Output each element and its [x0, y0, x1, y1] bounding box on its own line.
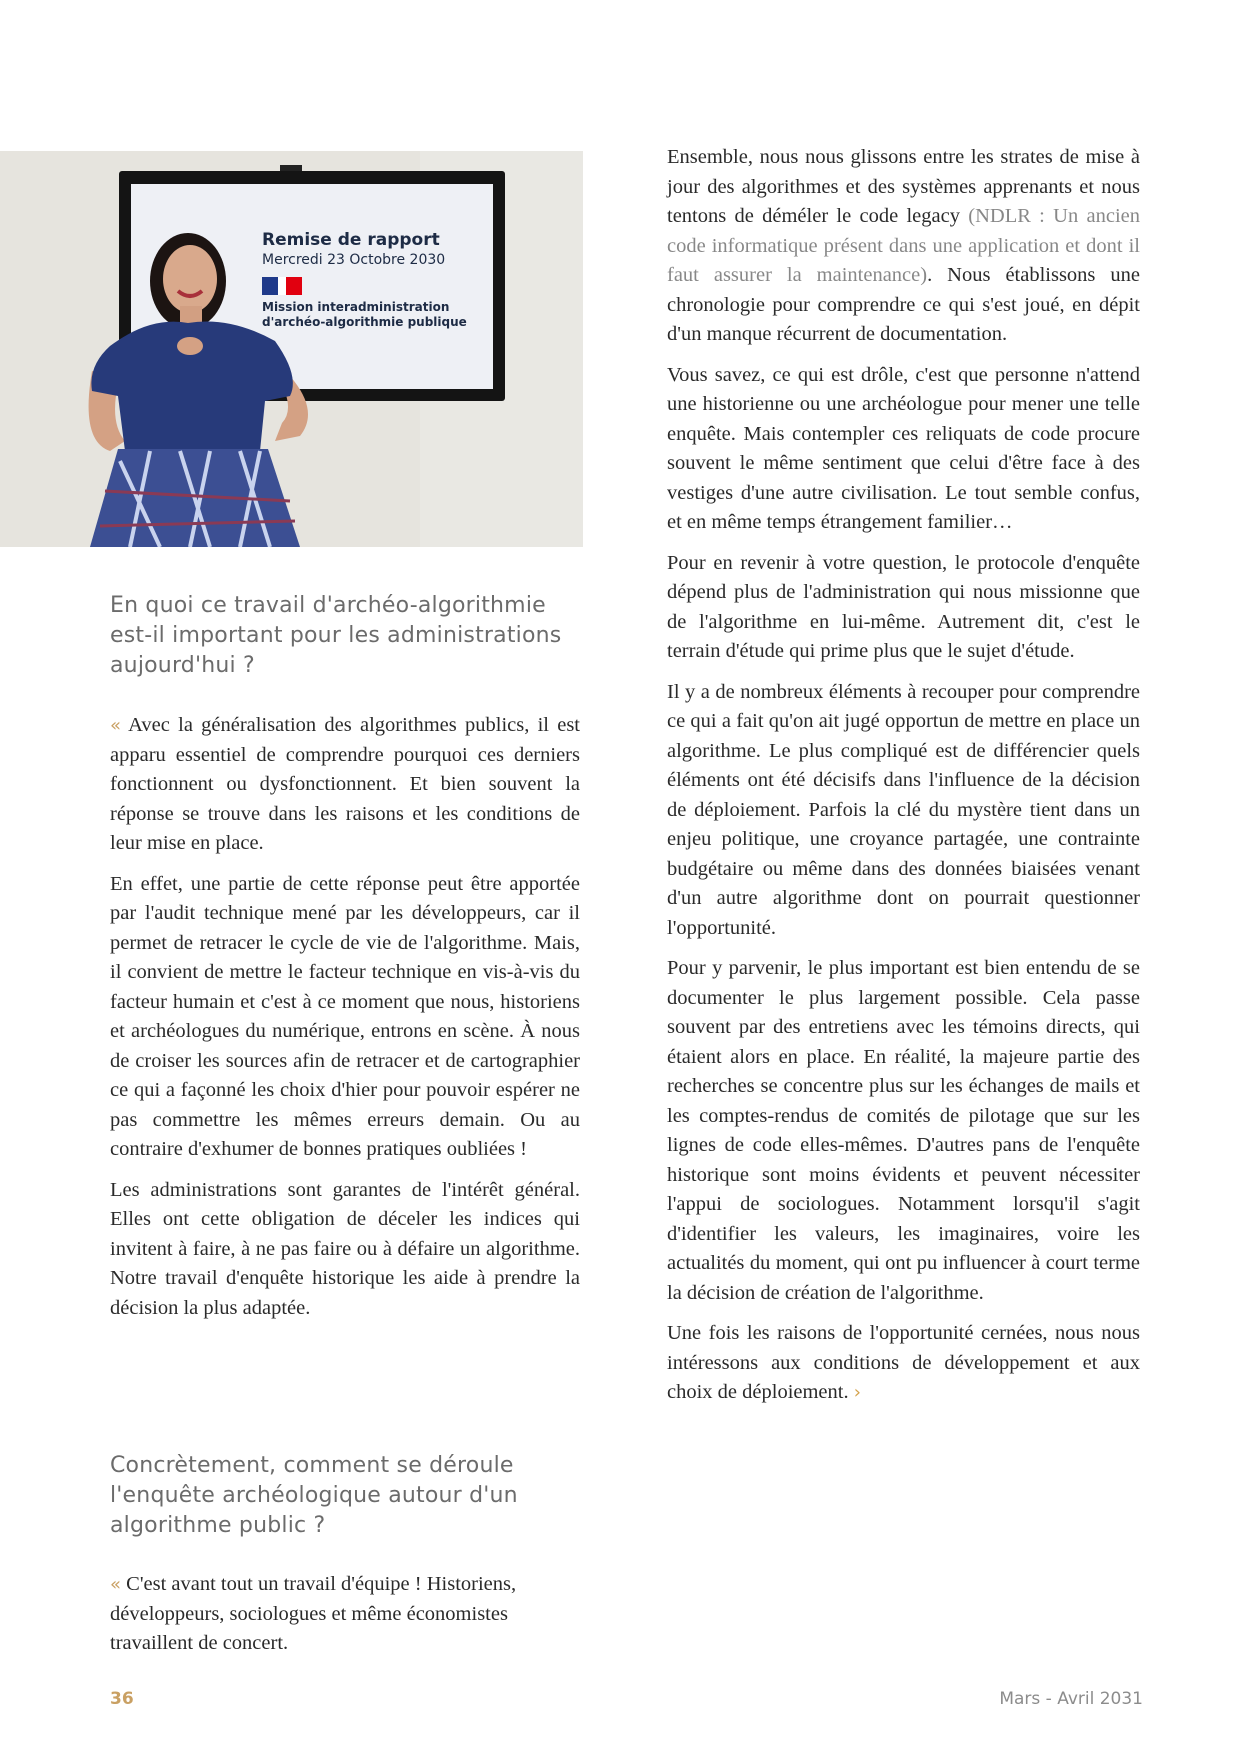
page-number: 36 [110, 1689, 134, 1709]
answer-paragraph-1 [110, 711, 580, 859]
article-photo [0, 151, 583, 547]
quote-open-icon: « [110, 715, 122, 736]
answer-paragraph-4 [110, 1570, 580, 1659]
continue-arrow-icon: › [853, 1382, 861, 1403]
issue-date: Mars - Avril 2031 [999, 1689, 1143, 1709]
screen-date: Mercredi 23 Octobre 2030 [262, 252, 446, 268]
question-heading-1: En quoi ce travail d'archéo-algorithmie est-il important pour les administrations aujourd'hui ? [110, 593, 562, 678]
right-paragraph-3: Pour en revenir à votre question, le protocole d'enquête dépend plus de l'administration qui nous missionne que de l'algorithme en lui-même. Autrement dit, c'est le terrain d'étude qui prime plus que le sujet d'étude. [667, 551, 1140, 662]
answer-paragraph-3: Les administrations sont garantes de l'intérêt général. Elles ont cette obligation de déceler les indices qui invitent à faire, à ne pas faire ou à défaire un algorithme. Notre travail d'enquête historique les aide à prendre la décision la plus adaptée. [110, 1178, 580, 1319]
answer-paragraph-2: En effet, une partie de cette réponse peut être apportée par l'audit technique mené par les développeurs, car il permet de retracer le cycle de vie de l'algorithme. Mais, il convient de mettre le facteur technique en vis-à-vis du facteur humain et c'est à ce moment que nous, historiens et archéologues du numérique, entrons en scène. À nous de croiser les sources afin de retracer et de cartographier ce qui a façonné les choix d'hier pour pouvoir espérer ne pas commettre les mêmes erreurs demain. Ou au contraire d'exhumer de bonnes pratiques oubliées ! [110, 872, 580, 1160]
speaker-illustration [0, 151, 583, 547]
right-paragraph-5: Pour y parvenir, le plus important est bien entendu de se documenter le plus largement possible. Cela passe souvent par des entretiens avec les témoins directs, qui étaient alors en place. En réalité, la majeure partie des recherches se concentre plus sur les échanges de mails et les comptes-rendus de comités de pilotage que sur les lignes de code elles-mêmes. D'autres pans de l'enquête historique sont moins évidents et peuvent nécessiter l'appui de sociologues. Notamment lorsqu'il s'agit d'identifier les valeurs, les imaginaires, voire les actualités du moment, qui ont pu influencer à court terme la décision de création de l'algorithme. [667, 957, 1140, 1304]
right-paragraph-4: Il y a de nombreux éléments à recouper pour comprendre ce qui a fait qu'on ait jugé opportun de mettre en place un algorithme. Le plus compliqué est de différencier quels éléments ont été décisifs dans l'influence de la décision de déploiement. Parfois la clé du mystère tient dans un enjeu politique, une croyance partagée, une contrainte budgétaire ou même dans des données biaisées venant d'un autre algorithme dont on pourrait questionner l'opportunité. [667, 680, 1140, 939]
left-column-bottom [110, 1570, 580, 1670]
screen-org-line2: d'archéo-algorithmie publique [262, 315, 467, 329]
republic-logo-icon [262, 277, 302, 295]
right-paragraph-6: Une fois les raisons de l'opportunité cernées, nous nous intéressons aux conditions de développement et aux choix de déploiement. › [667, 1322, 1140, 1403]
answer-paragraph-1-text: Avec la généralisation des algorithmes publics, il est apparu essentiel de comprendre pourquoi ces derniers fonctionnent ou dysfonctionnent. Et bien souvent la réponse se trouve dans les raisons et les conditions de leur mise en place. [110, 714, 581, 854]
right-column [667, 143, 1140, 1419]
question-heading-2: Concrètement, comment se déroule l'enquête archéologique autour d'un algorithme public ? [110, 1453, 518, 1538]
screen-org-line1: Mission interadministration [262, 300, 450, 314]
answer-paragraph-4-text: C'est avant tout un travail d'équipe ! Historiens, développeurs, sociologues et même économistes travaillent de concert. [110, 1573, 517, 1654]
right-paragraph-1: Ensemble, nous nous glissons entre les strates de mise à jour des algorithmes et des systèmes apprenants et nous tentons de déméler le code legacy (NDLR : Un ancien code informatique présent dans une application et dont il faut assurer la maintenance). Nous établissons une chronologie pour comprendre ce qui s'est joué, en dépit d'un manque récurrent de documentation. [667, 146, 1140, 345]
right-paragraph-2: Vous savez, ce qui est drôle, c'est que personne n'attend une historienne ou une archéologue pour mener une telle enquête. Mais contempler ces reliquats de code procure souvent le même sentiment que celui d'être face à des vestiges d'une autre civilisation. Le tout semble confus, et en même temps étrangement familier… [667, 363, 1140, 533]
quote-open-icon: « [110, 1574, 122, 1595]
editor-note: (NDLR : Un ancien code informatique présent dans une application et dont il faut assurer la maintenance) [667, 205, 1140, 286]
screen-title: Remise de rapport [262, 230, 440, 250]
left-column [110, 711, 580, 1334]
